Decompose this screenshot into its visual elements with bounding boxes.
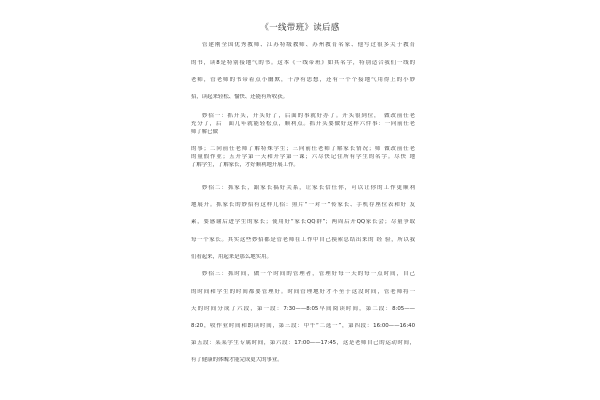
document-line: 的书，读8是特别接地气的书。这本《一线带班》如其名字，特别适合我们一线的 xyxy=(191,60,415,66)
document-line: 的事；二向前任老师了解特殊学生；三向前任老师了解家长情况；师 做改前任老 xyxy=(191,146,415,152)
document-line: 每一个家长。其实这些妙招都是管老师在工作中自己摸索总结出来的 经 验，所以我 xyxy=(191,237,415,243)
document-line: 师了解已做 xyxy=(191,129,218,135)
document-line: 素，要感谢后进学生的家长；使用好“家长QQ群”；两周后开QQ家长会；尽量争取 xyxy=(191,219,415,225)
document-line: 妙招一：抓开头，开头好了，后面的事就好办了。开头很到位， 做改前任老 xyxy=(202,113,415,119)
document-line: 妙招二：抓家长，跟家长搞好关系，让家长信任你，可以让你的工作更顺利 xyxy=(202,185,415,191)
document-line: 们看起来，用起来是那么地实用。 xyxy=(191,254,272,260)
document-line: 地展开。抓家长的妙招有这样几招：照片“一对一”传家长、手机存座位表和好 友 xyxy=(191,202,415,208)
document-line: 充分了，后 面几年就能轻松点，顺利点。抓开头要做好这样六件事：一向前任老 xyxy=(191,121,415,127)
document-line: 有了健康的体魄才能完成更大的事业。 xyxy=(191,357,283,363)
document-line: 8:20，收作业时间和朗读时间，第三段：中午“二选一”，第四段：16:00——16:40 xyxy=(191,323,415,329)
document-line: 的量假作业；五开学第一天和开学第一课；六尽快记住所有学生的名字。尽快 地 xyxy=(191,154,415,160)
document-line: 招，读起来轻松、愉快、还能有所收获。 xyxy=(191,94,289,100)
document-line: 管建刚全国优秀教师、江苏特级教师、苏州教育名家、他写过很多关于教育 xyxy=(202,42,415,48)
document-line: 了解学生，了解家长，才好顺利地开展工作。 xyxy=(191,162,299,168)
document-title: 《一线带班》读后感 xyxy=(260,23,340,33)
document-line: 的时间和学生的时间都要管理好。时间管理地好才不至于这没时间，管老师将一 xyxy=(191,289,415,295)
document-line: 第五段：某某学生专属时间，第六段：17:00——17:45，这是老师自己的运动时间， xyxy=(191,340,415,346)
document-line: 天的时间分成了六段，第一段：7:30——8:05早间阅读时间，第二段：8:05—— xyxy=(191,306,415,312)
document-line: 老师，管老师的书带着点小幽默，干净有思想，还有一个个接地气用得上的小妙 xyxy=(191,77,415,83)
document-line: 妙招三：抓时间，做一个时间的管理者，管理好每一天的每一点时间，自己 xyxy=(202,271,415,277)
